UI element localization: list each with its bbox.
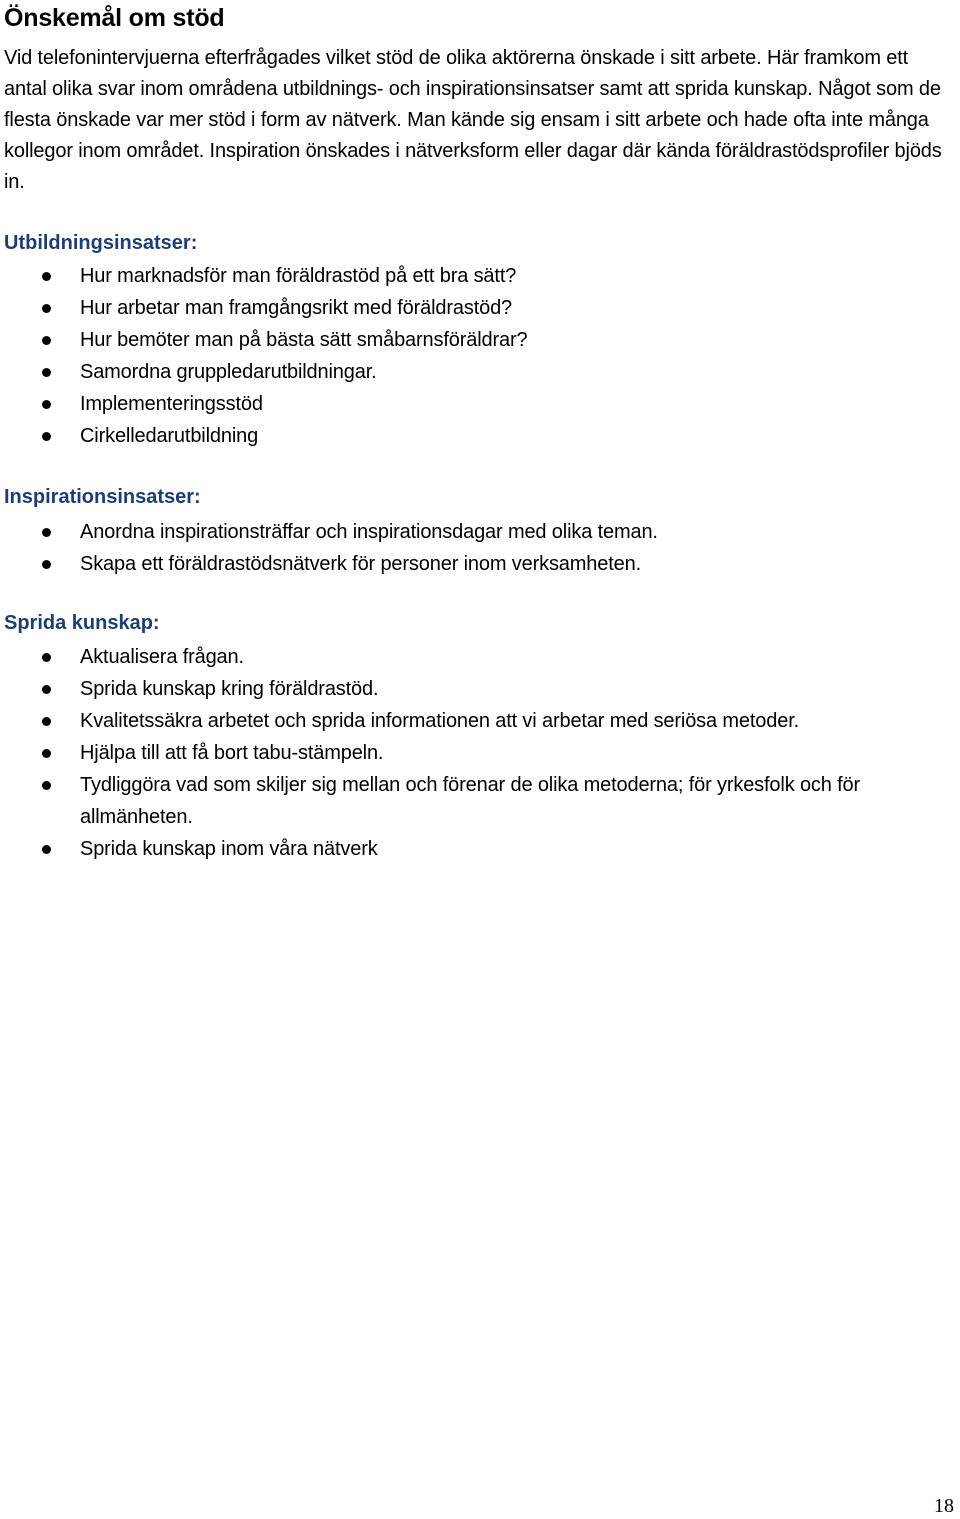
list-item-text: Hur bemöter man på bästa sätt småbarnsföräldrar?	[80, 329, 528, 351]
bullet-icon	[42, 432, 51, 441]
section-title-sprida-kunskap: Sprida kunskap:	[4, 612, 160, 634]
intro-paragraph: Vid telefonintervjuerna efterfrågades vilket stöd de olika aktörerna önskade i sitt arbete. Här framkom ett antal olika svar inom områdena utbildnings- och inspirationsinsatser samt att sprida kunskap. Något som de flesta önskade var mer stöd i form av nätverk. Man kände sig ensam i sitt arbete och hade ofta inte många kollegor inom området. Inspiration önskades i nätverksform eller dagar där kända föräldrastödsprofiler bjöds in.	[4, 47, 942, 193]
bullet-icon	[42, 653, 51, 662]
list-item	[0, 260, 955, 292]
list-item-text: Hjälpa till att få bort tabu-stämpeln.	[80, 742, 384, 764]
list-item	[0, 356, 955, 388]
list-item	[0, 769, 955, 833]
list-item	[0, 420, 955, 452]
list-item-text: Hur arbetar man framgångsrikt med föräldrastöd?	[80, 297, 513, 319]
list-item-text: Aktualisera frågan.	[80, 646, 244, 668]
list-item-text: Samordna gruppledarutbildningar.	[80, 361, 377, 383]
list-item-text: Kvalitetssäkra arbetet och sprida informationen att vi arbetar med seriösa metoder.	[80, 710, 800, 732]
list-item	[0, 516, 955, 548]
list-item-text: Skapa ett föräldrastödsnätverk för personer inom verksamheten.	[80, 553, 641, 575]
bullet-icon	[42, 272, 51, 281]
list-item	[0, 388, 955, 420]
list-item	[0, 324, 955, 356]
bullet-icon	[42, 781, 51, 790]
bullet-icon	[42, 528, 51, 537]
list-item-text: Sprida kunskap inom våra nätverk	[80, 838, 378, 860]
bullet-icon	[42, 304, 51, 313]
list-item	[0, 673, 955, 705]
list-item-text: Hur marknadsför man föräldrastöd på ett bra sätt?	[80, 265, 517, 287]
list-item	[0, 292, 955, 324]
page-number: 18	[934, 1495, 954, 1517]
bullet-icon	[42, 400, 51, 409]
list-item-text: Cirkelledarutbildning	[80, 425, 259, 447]
list-sprida-kunskap	[0, 641, 955, 865]
list-item	[0, 737, 955, 769]
list-item-text: Sprida kunskap kring föräldrastöd.	[80, 678, 379, 700]
bullet-icon	[42, 685, 51, 694]
list-item-text: Anordna inspirationsträffar och inspirationsdagar med olika teman.	[80, 521, 658, 543]
bullet-icon	[42, 717, 51, 726]
section-title-inspirationsinsatser: Inspirationsinsatser:	[4, 486, 201, 508]
list-item	[0, 833, 955, 865]
list-item	[0, 641, 955, 673]
list-item	[0, 705, 955, 737]
list-inspirationsinsatser	[0, 516, 955, 580]
list-item	[0, 548, 955, 580]
bullet-icon	[42, 336, 51, 345]
bullet-icon	[42, 368, 51, 377]
list-utbildningsinsatser	[0, 260, 955, 452]
bullet-icon	[42, 845, 51, 854]
bullet-icon	[42, 749, 51, 758]
list-item-text: Tydliggöra vad som skiljer sig mellan och förenar de olika metoderna; för yrkesfolk och för allmänheten.	[80, 774, 861, 828]
page-heading: Önskemål om stöd	[4, 4, 225, 32]
section-title-utbildningsinsatser: Utbildningsinsatser:	[4, 232, 198, 254]
bullet-icon	[42, 560, 51, 569]
list-item-text: Implementeringsstöd	[80, 393, 263, 415]
